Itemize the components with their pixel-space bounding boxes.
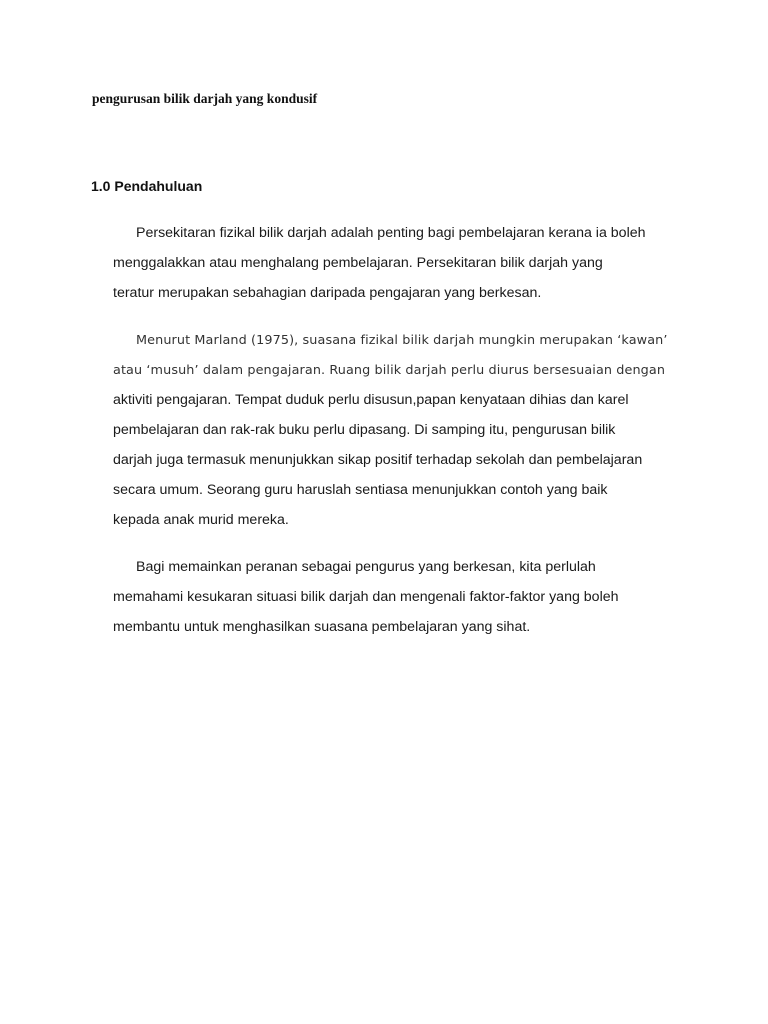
paragraph-line: memahami kesukaran situasi bilik darjah dan mengenali faktor-faktor yang boleh bbox=[113, 589, 619, 605]
paragraph-line: Bagi memainkan peranan sebagai pengurus yang berkesan, kita perlulah bbox=[136, 559, 596, 575]
document-title: pengurusan bilik darjah yang kondusif bbox=[92, 91, 318, 106]
paragraph-line: Menurut Marland (1975), suasana fizikal bilik darjah mungkin merupakan ‘kawan’ bbox=[136, 333, 668, 348]
paragraph-line: atau ‘musuh’ dalam pengajaran. Ruang bilik darjah perlu diurus bersesuaian dengan bbox=[113, 363, 666, 378]
paragraph-line: kepada anak murid mereka. bbox=[113, 512, 289, 528]
paragraph-line: secara umum. Seorang guru haruslah sentiasa menunjukkan contoh yang baik bbox=[113, 482, 608, 498]
paragraph-line: aktiviti pengajaran. Tempat duduk perlu disusun,papan kenyataan dihias dan karel bbox=[113, 392, 629, 408]
paragraph-line: menggalakkan atau menghalang pembelajaran. Persekitaran bilik darjah yang bbox=[113, 255, 603, 271]
paragraph-line: membantu untuk menghasilkan suasana pembelajaran yang sihat. bbox=[113, 619, 531, 635]
paragraph-line: darjah juga termasuk menunjukkan sikap positif terhadap sekolah dan pembelajaran bbox=[113, 452, 643, 468]
paragraph-line: Persekitaran fizikal bilik darjah adalah penting bagi pembelajaran kerana ia boleh bbox=[136, 225, 646, 241]
paragraph-line: pembelajaran dan rak-rak buku perlu dipasang. Di samping itu, pengurusan bilik bbox=[113, 422, 616, 438]
paragraph-line: teratur merupakan sebahagian daripada pengajaran yang berkesan. bbox=[113, 285, 542, 301]
section-heading: 1.0 Pendahuluan bbox=[91, 178, 203, 194]
